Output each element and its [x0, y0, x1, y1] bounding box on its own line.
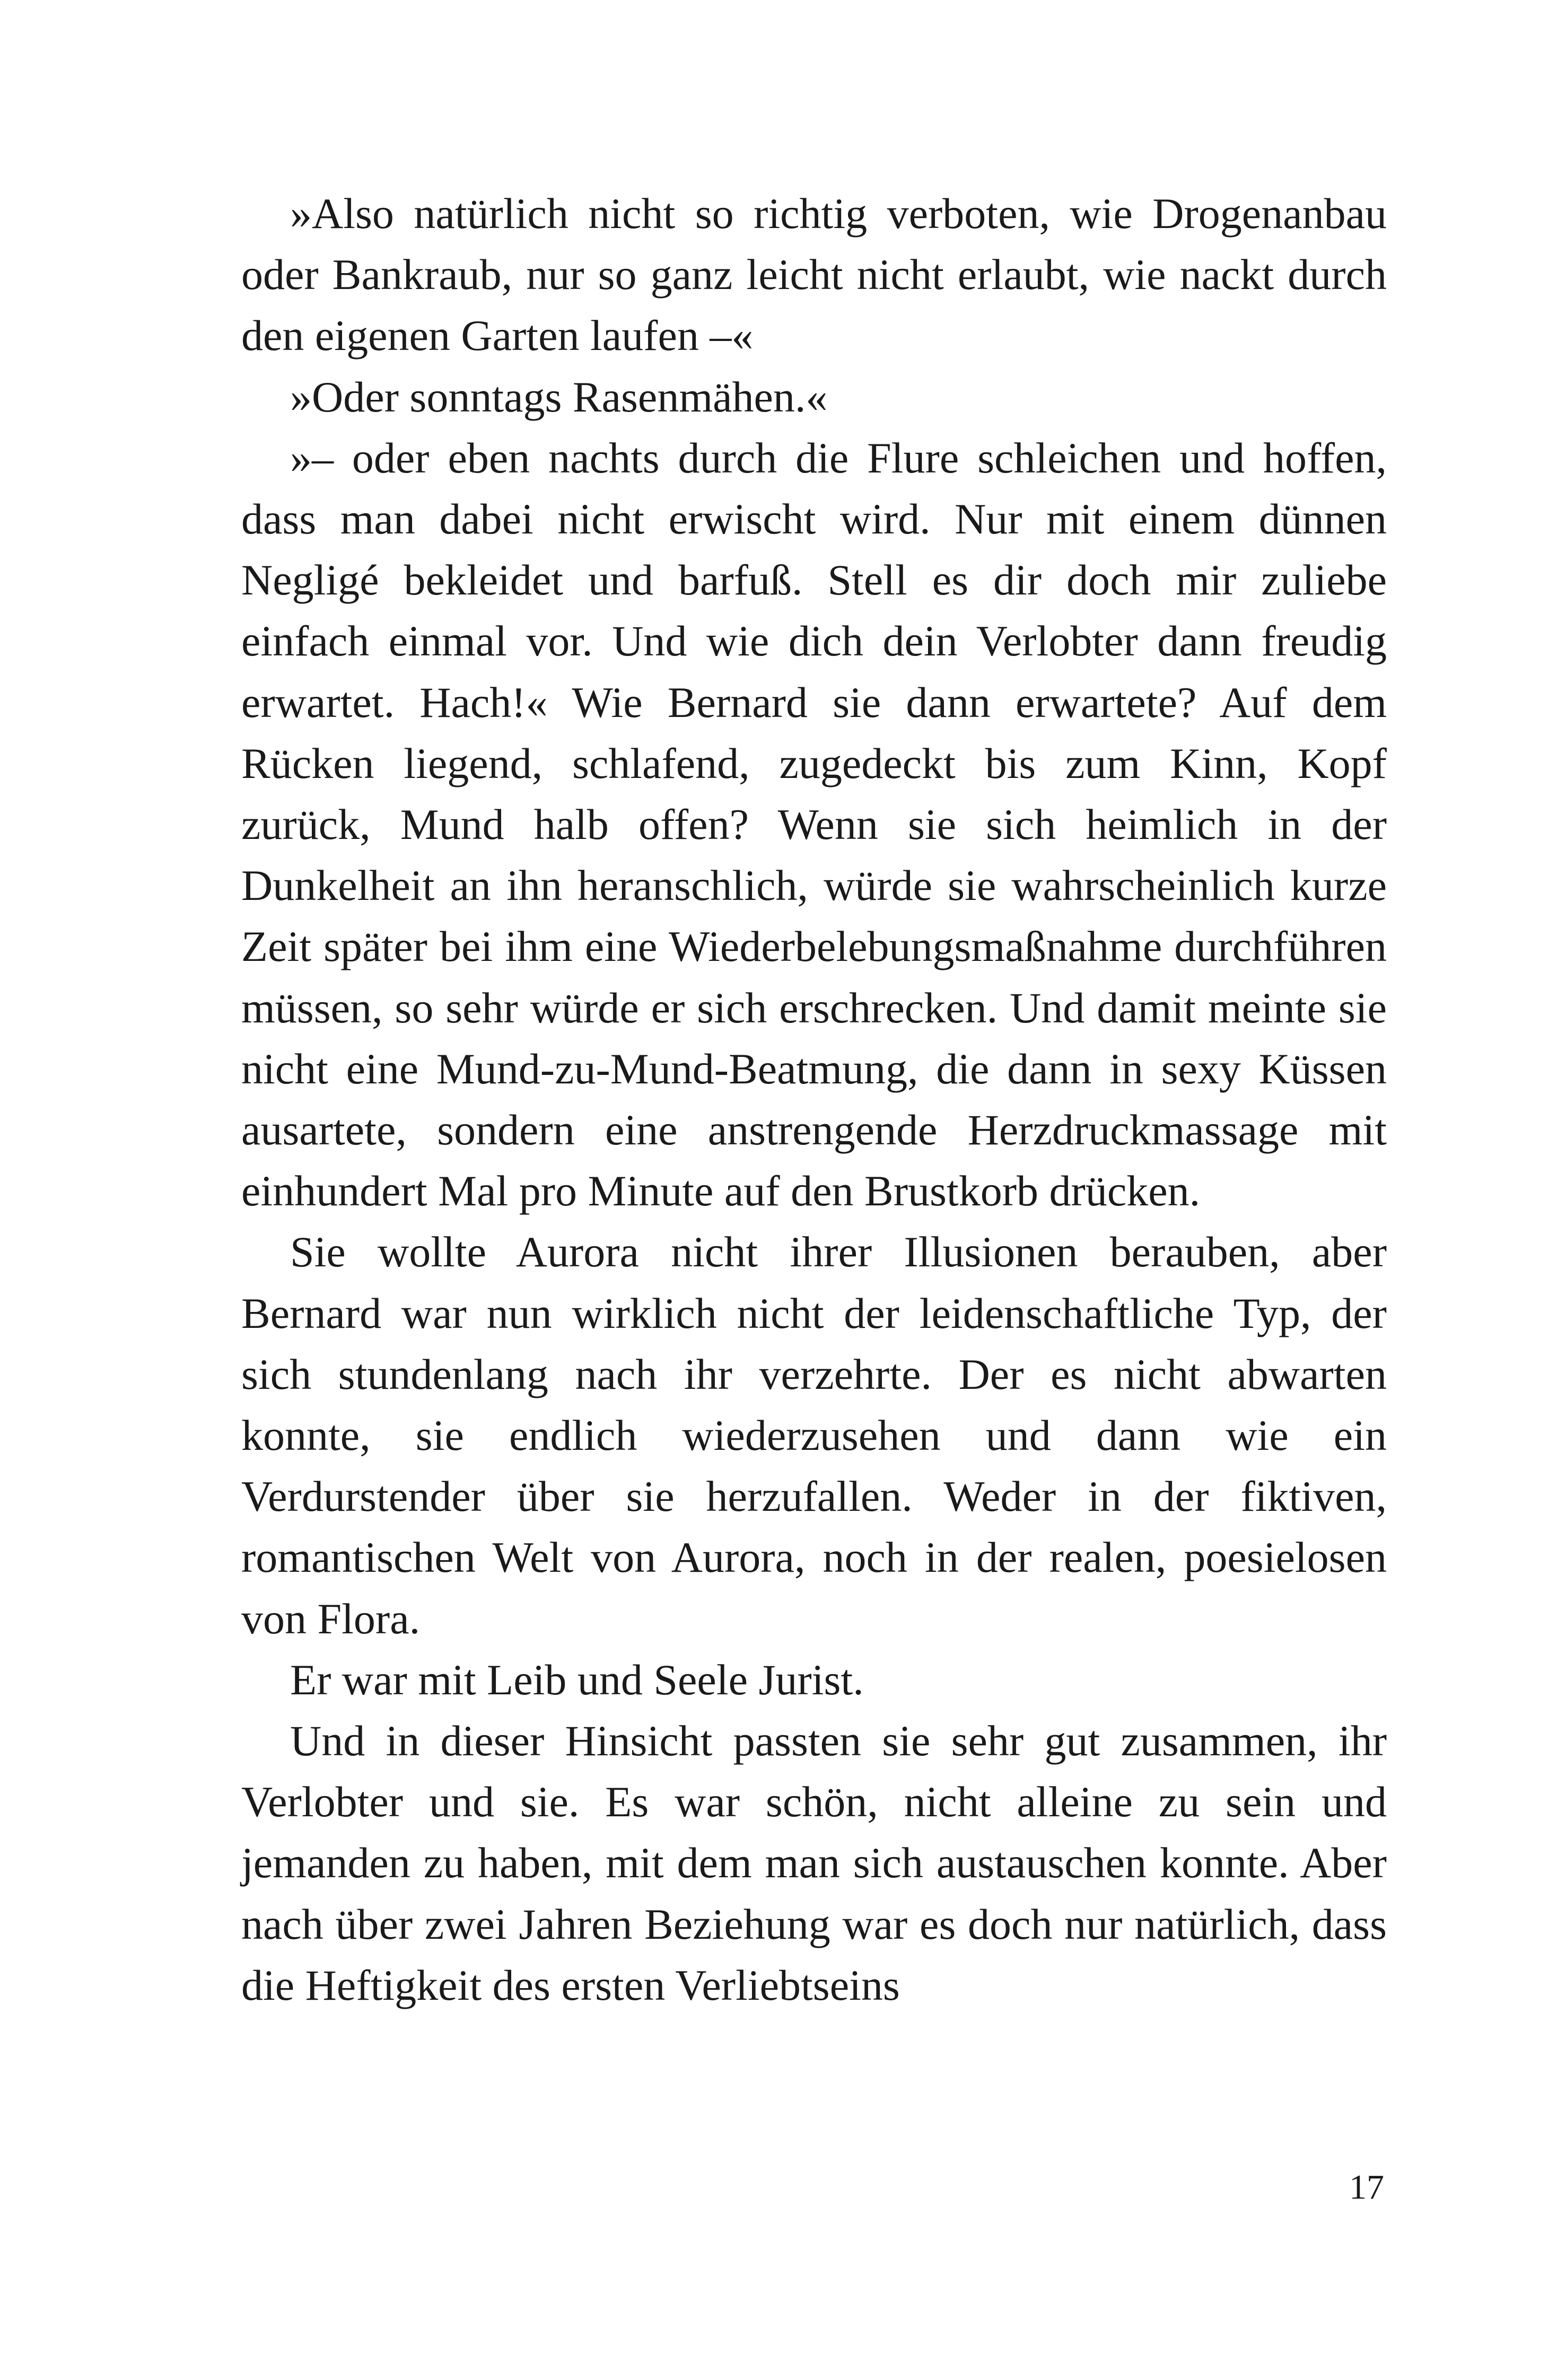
body-text [241, 183, 1387, 2016]
paragraph-1: »Also natürlich nicht so richtig verboten, wie Drogenanbau oder Bankraub, nur so ganz leicht nicht erlaubt, wie nackt durch den eigenen Garten laufen –« [241, 189, 1387, 360]
paragraph-5: Er war mit Leib und Seele Jurist. [290, 1655, 864, 1704]
paragraph-4: Sie wollte Aurora nicht ihrer Illusionen berauben, aber Bernard war nun wirklich nicht der leidenschaftliche Typ, der sich stundenlang nach ihr verzehrte. Der es nicht abwarten konnte, sie endlich wiederzusehen und dann wie ein Verdurstender über sie herzufallen. Weder in der fiktiven, romantischen Welt von Aurora, noch in der realen, poesielosen von Flora. [241, 1228, 1387, 1643]
paragraph-6: Und in dieser Hinsicht passten sie sehr gut zusammen, ihr Verlobter und sie. Es war schön, nicht alleine zu sein und jemanden zu haben, mit dem man sich austauschen konnte. Aber nach über zwei Jahren Beziehung war es doch nur natürlich, dass die Heftigkeit des ersten Verliebtseins [241, 1717, 1387, 2009]
paragraph-2: »Oder sonntags Rasenmähen.« [290, 372, 828, 421]
page-number: 17 [1349, 2168, 1384, 2207]
paragraph-3: »– oder eben nachts durch die Flure schleichen und hoffen, dass man dabei nicht erwischt wird. Nur mit einem dünnen Negligé bekleidet und barfuß. Stell es dir doch mir zuliebe einfach einmal vor. Und wie dich dein Verlobter dann freudig erwartet. Hach!« Wie Bernard sie dann erwartete? Auf dem Rücken liegend, schlafend, zugedeckt bis zum Kinn, Kopf zurück, Mund halb offen? Wenn sie sich heimlich in der Dunkelheit an ihn heranschlich, würde sie wahrscheinlich kurze Zeit später bei ihm eine Wiederbelebungsmaßnahme durchführen müssen, so sehr würde er sich erschrecken. Und damit meinte sie nicht eine Mund-zu-Mund-Beatmung, die dann in sexy Küssen ausartete, sondern eine anstrengende Herzdruckmassage mit einhundert Mal pro Minute auf den Brustkorb drücken. [241, 433, 1387, 1215]
